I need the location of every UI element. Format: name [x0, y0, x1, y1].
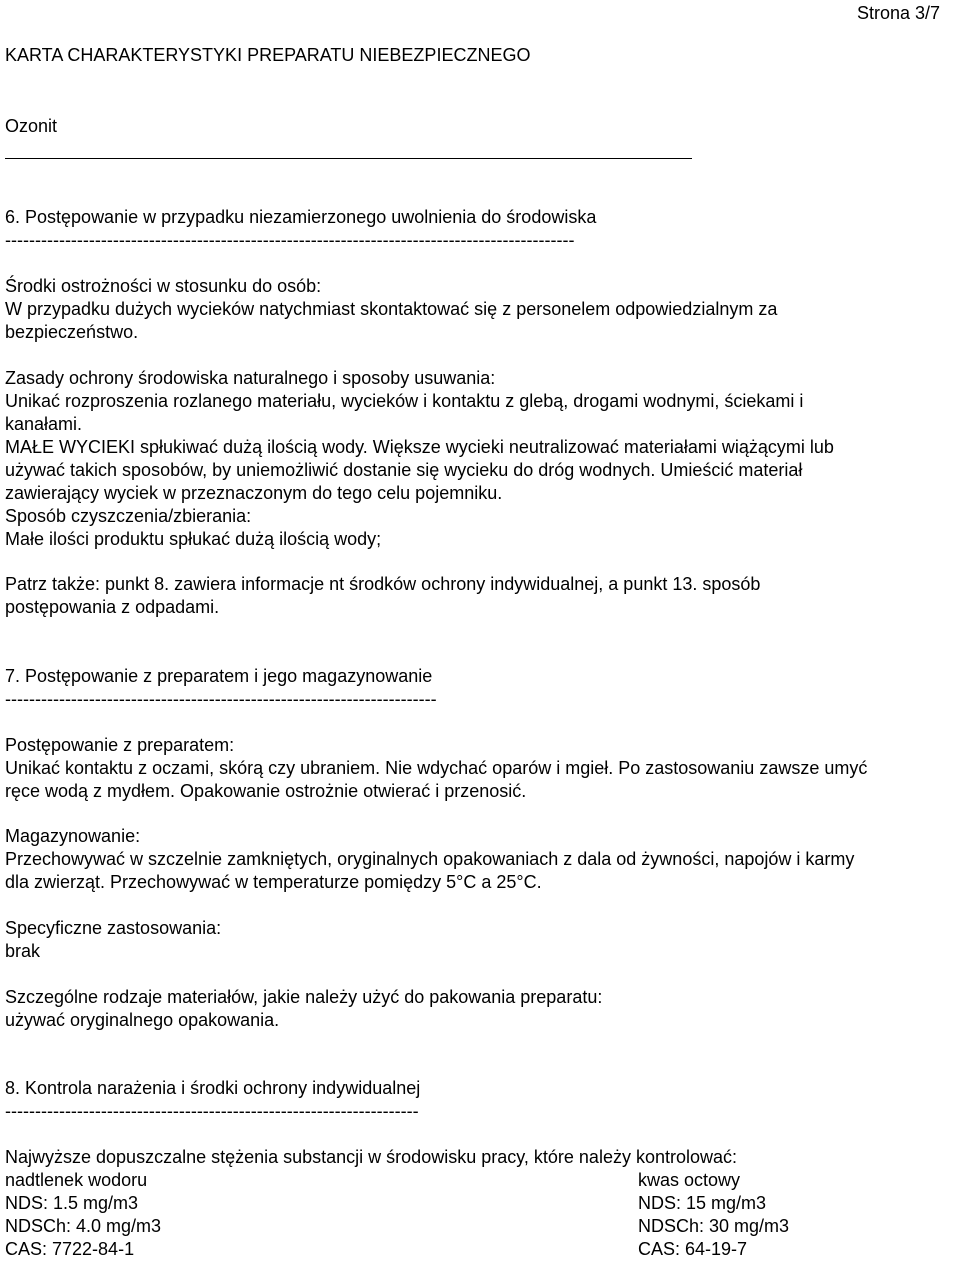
substance-2-name: kwas octowy [638, 1170, 741, 1190]
persons-precautions-line-1: W przypadku dużych wycieków natychmiast skontaktować się z personelem odpowiedzialnym za [5, 299, 778, 319]
persons-precautions-line-2: bezpieczeństwo. [5, 322, 139, 342]
environment-title: Zasady ochrony środowiska naturalnego i sposoby usuwania: [5, 368, 496, 388]
substance-1-ndsch: NDSCh: 4.0 mg/m3 [5, 1216, 162, 1236]
document-title: KARTA CHARAKTERYSTYKI PREPARATU NIEBEZPIECZNEGO [5, 45, 531, 65]
packaging-text: używać oryginalnego opakowania. [5, 1010, 280, 1030]
section-7-heading: 7. Postępowanie z preparatem i jego magazynowanie [5, 666, 433, 686]
storage-line-2: dla zwierząt. Przechowywać w temperaturze pomiędzy 5°C a 25°C. [5, 872, 542, 892]
environment-line-1: Unikać rozproszenia rozlanego materiału, wycieków i kontaktu z glebą, drogami wodnymi, ściekami i [5, 391, 804, 411]
section-8-divider: --------------------------------------------------------------------- [5, 1101, 419, 1121]
specific-uses-text: brak [5, 941, 41, 961]
see-also-line-1: Patrz także: punkt 8. zawiera informacje nt środków ochrony indywidualnej, a punkt 13. sposób [5, 574, 761, 594]
section-6-divider: ----------------------------------------------------------------------------------------------- [5, 230, 575, 250]
persons-precautions-title: Środki ostrożności w stosunku do osób: [5, 276, 322, 296]
packaging-title: Szczególne rodzaje materiałów, jakie należy użyć do pakowania preparatu: [5, 987, 603, 1007]
handling-line-2: ręce wodą z mydłem. Opakowanie ostrożnie otwierać i przenosić. [5, 781, 527, 801]
cleaning-text: Małe ilości produktu spłukać dużą ilością wody; [5, 529, 382, 549]
environment-line-5: zawierający wyciek w przeznaczonym do tego celu pojemniku. [5, 483, 503, 503]
specific-uses-title: Specyficzne zastosowania: [5, 918, 222, 938]
environment-line-3: MAŁE WYCIEKI spłukiwać dużą ilością wody. Większe wycieki neutralizować materiałami wiążącymi lub [5, 437, 834, 457]
product-name: Ozonit [5, 116, 58, 136]
storage-line-1: Przechowywać w szczelnie zamkniętych, oryginalnych opakowaniach z dala od żywności, napojów i karmy [5, 849, 855, 869]
substance-1-nds: NDS: 1.5 mg/m3 [5, 1193, 139, 1213]
substance-2-cas: CAS: 64-19-7 [638, 1239, 748, 1259]
handling-line-1: Unikać kontaktu z oczami, skórą czy ubraniem. Nie wdychać oparów i mgieł. Po zastosowaniu zawsze umyć [5, 758, 868, 778]
section-7-divider: ------------------------------------------------------------------------ [5, 689, 437, 709]
substance-2-ndsch: NDSCh: 30 mg/m3 [638, 1216, 790, 1236]
substance-1-name: nadtlenek wodoru [5, 1170, 148, 1190]
page-number: Strona 3/7 [856, 3, 940, 23]
cleaning-title: Sposób czyszczenia/zbierania: [5, 506, 252, 526]
handling-title: Postępowanie z preparatem: [5, 735, 235, 755]
substance-2-nds: NDS: 15 mg/m3 [638, 1193, 767, 1213]
section-8-heading: 8. Kontrola narażenia i środki ochrony indywidualnej [5, 1078, 421, 1098]
header-underline [5, 158, 692, 159]
environment-line-2: kanałami. [5, 414, 83, 434]
exposure-limits-title: Najwyższe dopuszczalne stężenia substancji w środowisku pracy, które należy kontrolować: [5, 1147, 737, 1167]
see-also-line-2: postępowania z odpadami. [5, 597, 220, 617]
environment-line-4: używać takich sposobów, by uniemożliwić dostanie się wycieku do dróg wodnych. Umieścić materiał [5, 460, 803, 480]
section-6-heading: 6. Postępowanie w przypadku niezamierzonego uwolnienia do środowiska [5, 207, 597, 227]
storage-title: Magazynowanie: [5, 826, 141, 846]
substance-1-cas: CAS: 7722-84-1 [5, 1239, 135, 1259]
